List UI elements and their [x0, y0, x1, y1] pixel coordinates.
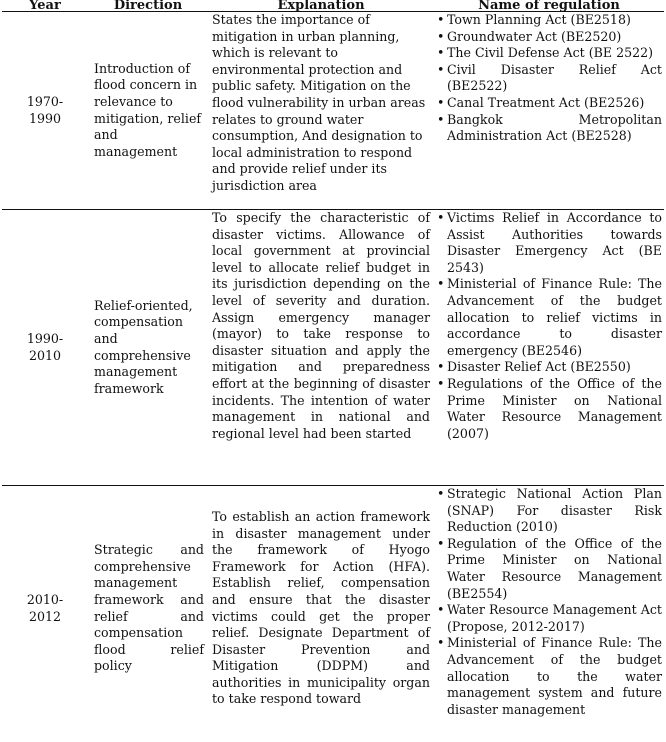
header-regulation: Name of regulation [434, 0, 664, 12]
bullet-icon: • [437, 375, 445, 391]
direction-cell: Relief-oriented, compensation and comprehensive management framework [88, 210, 208, 486]
bullet-icon: • [437, 635, 445, 651]
regulation-list [436, 486, 662, 718]
list-item: • Regulation of the Office of the Prime Minister on National Water Resource Management (BE2554) [437, 535, 662, 601]
regulation-list [436, 210, 662, 442]
header-row [2, 0, 664, 12]
bullet-icon: • [437, 535, 445, 551]
regulation-table [2, 0, 664, 731]
bullet-icon: • [437, 602, 445, 618]
regulation-cell [434, 12, 664, 210]
list-item: • Strategic National Action Plan (SNAP) For disaster Risk Reduction (2010) [437, 486, 662, 535]
table-row [2, 486, 664, 732]
bullet-icon: • [437, 111, 445, 127]
bullet-icon: • [437, 359, 445, 375]
direction-cell: Introduction of flood concern in relevance to mitigation, relief and management [88, 12, 208, 210]
bullet-icon: • [437, 28, 445, 44]
regulation-cell [434, 486, 664, 732]
bullet-icon: • [437, 12, 445, 27]
year-cell: 2010- 2012 [26, 591, 64, 624]
list-item: • Canal Treatment Act (BE2526) [437, 94, 645, 110]
bullet-icon: • [437, 486, 445, 501]
list-item: • Bangkok Metropolitan Administration Act (BE2528) [437, 111, 662, 144]
list-item: • The Civil Defense Act (BE 2522) [437, 45, 654, 61]
explanation-cell: To specify the characteristic of disaster victims. Allowance of local government at provincial level to allocate relief budget in its jurisdiction depending on the level of severity and duration. Assign emergency manager (mayor) to take response to disaster situation and apply the mitigation and preparedness effort at the beginning of disaster incidents. The intention of water management in national and regional level had been started [208, 210, 434, 486]
regulation-cell [434, 210, 664, 486]
bullet-icon: • [437, 45, 445, 61]
bullet-icon: • [437, 276, 445, 292]
header-direction: Direction [88, 0, 208, 12]
explanation-cell: States the importance of mitigation in urban planning, which is relevant to environmental protection and public safety. Mitigation on the flood vulnerability in urban areas relates to ground water consumption, And designation to local administration to respond and provide relief under its jurisdiction area [208, 12, 434, 210]
list-item: • Regulations of the Office of the Prime Minister on National Water Resource Management (2007) [437, 375, 662, 441]
list-item: • Civil Disaster Relief Act (BE2522) [437, 61, 662, 94]
bullet-icon: • [437, 210, 445, 225]
list-item: • Water Resource Management Act (Propose, 2012-2017) [437, 602, 662, 634]
header-year: Year [2, 0, 88, 12]
bullet-icon: • [437, 61, 445, 77]
list-item: • Town Planning Act (BE2518) [437, 12, 631, 27]
list-item: • Groundwater Act (BE2520) [437, 28, 622, 44]
regulation-list [436, 12, 662, 145]
year-cell: 1990- 2010 [2, 210, 88, 486]
list-item: • Ministerial of Finance Rule: The Advancement of the budget allocation to the water management system and future disaster management [437, 635, 662, 717]
table-row [2, 210, 664, 486]
year-cell: 1970- 1990 [2, 12, 88, 210]
list-item: • Victims Relief in Accordance to Assist Authorities towards Disaster Emergency Act (BE 2543) [437, 210, 662, 275]
list-item: • Disaster Relief Act (BE2550) [437, 359, 631, 375]
table-row [2, 12, 664, 210]
header-explanation: Explanation [208, 0, 434, 12]
direction-cell: Strategic and comprehensive management framework and relief and compensation flood relief policy [94, 542, 204, 674]
explanation-cell: To establish an action framework in disaster management under the framework of Hyogo Framework for Action (HFA). Establish relief, compensation and ensure that the disaster victims could get the proper relief. Designate Department of Disaster Prevention and Mitigation (DDPM) and authorities in municipality organ to take respond toward [212, 508, 430, 707]
bullet-icon: • [437, 94, 445, 110]
list-item: • Ministerial of Finance Rule: The Advancement of the budget allocation to relief victims in accordance to disaster emergency (BE2546) [437, 276, 662, 358]
